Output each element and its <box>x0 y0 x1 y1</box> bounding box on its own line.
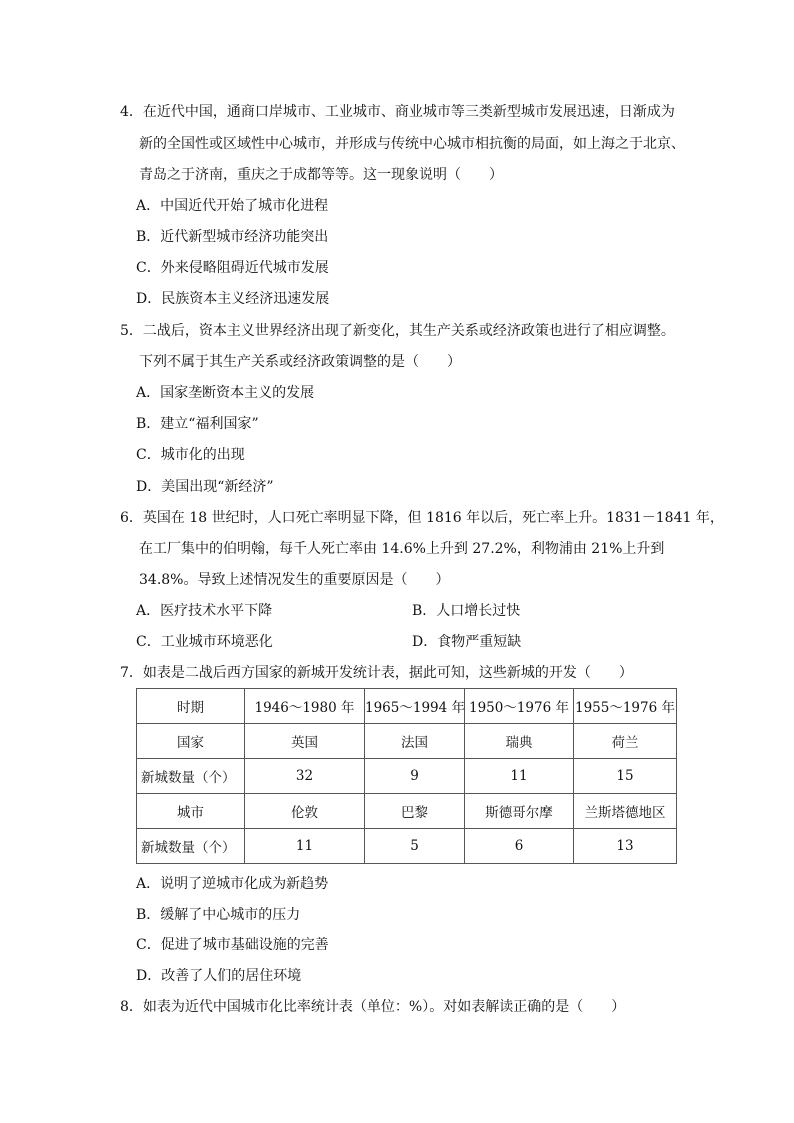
table-cell: 1950～1976 年 <box>465 689 574 724</box>
table-cell: 11 <box>465 759 574 794</box>
q6-option-d: D．食物严重短缺 <box>412 634 522 650</box>
table-cell: 5 <box>365 829 465 864</box>
q4-option-d: D．民族资本主义经济迅速发展 <box>136 291 330 307</box>
q7-option-b: B．缓解了中心城市的压力 <box>136 907 301 923</box>
table-cell: 1955～1976 年 <box>574 689 677 724</box>
table-row <box>137 689 677 724</box>
q4-stem-line1: 4．在近代中国，通商口岸城市、工业城市、商业城市等三类新型城市发展迅速，日渐成为 <box>120 104 675 120</box>
q5-stem-line1: 5．二战后，资本主义世界经济出现了新变化，其生产关系或经济政策也进行了相应调整。 <box>120 323 675 339</box>
table-cell: 1946～1980 年 <box>245 689 365 724</box>
table-cell: 城市 <box>137 794 245 829</box>
q6-stem-line1: 6．英国在 18 世纪时，人口死亡率明显下降，但 1816 年以后，死亡率上升。1831－1841 年， <box>120 510 724 526</box>
q5-option-d: D．美国出现“新经济” <box>136 479 274 495</box>
table-cell: 新城数量（个） <box>137 759 245 794</box>
table-cell: 斯德哥尔摩 <box>465 794 574 829</box>
table-cell: 英国 <box>245 724 365 759</box>
q4-option-c: C．外来侵略阻碍近代城市发展 <box>136 260 329 276</box>
table-cell: 伦敦 <box>245 794 365 829</box>
q7-option-c: C．促进了城市基础设施的完善 <box>136 937 329 953</box>
q4-stem-line3: 青岛之于济南，重庆之于成都等等。这一现象说明（ ） <box>139 167 503 183</box>
q6-option-b: B．人口增长过快 <box>412 603 521 619</box>
table-cell: 巴黎 <box>365 794 465 829</box>
table-row <box>137 794 677 829</box>
q5-option-c: C．城市化的出现 <box>136 447 245 463</box>
q6-stem-line3: 34.8%。导致上述情况发生的重要原因是（ ） <box>139 572 450 588</box>
table-row <box>137 724 677 759</box>
table-cell: 6 <box>465 829 574 864</box>
q7-option-d: D．改善了人们的居住环境 <box>136 968 302 984</box>
q4-stem-line2: 新的全国性或区域性中心城市，并形成与传统中心城市相抗衡的局面，如上海之于北京、 <box>139 136 685 152</box>
table-cell: 时期 <box>137 689 245 724</box>
q4-option-b: B．近代新型城市经济功能突出 <box>136 229 329 245</box>
q5-option-a: A．国家垄断资本主义的发展 <box>136 385 315 401</box>
table-cell: 国家 <box>137 724 245 759</box>
q7-new-town-table <box>136 688 677 864</box>
table-cell: 13 <box>574 829 677 864</box>
table-cell: 兰斯塔德地区 <box>574 794 677 829</box>
table-cell: 15 <box>574 759 677 794</box>
table-cell: 荷兰 <box>574 724 677 759</box>
q5-option-b: B．建立“福利国家” <box>136 416 259 432</box>
q4-option-a: A．中国近代开始了城市化进程 <box>136 198 329 214</box>
q7-stem-line1: 7．如表是二战后西方国家的新城开发统计表，据此可知，这些新城的开发（ ） <box>120 665 633 681</box>
table-cell: 11 <box>245 829 365 864</box>
q5-stem-line2: 下列不属于其生产关系或经济政策调整的是（ ） <box>139 354 461 370</box>
table-row <box>137 759 677 794</box>
table-row <box>137 829 677 864</box>
table-cell: 9 <box>365 759 465 794</box>
q6-option-c: C．工业城市环境恶化 <box>136 634 273 650</box>
table-cell: 1965～1994 年 <box>365 689 465 724</box>
table-cell: 法国 <box>365 724 465 759</box>
q7-option-a: A．说明了逆城市化成为新趋势 <box>136 876 329 892</box>
q6-stem-line2: 在工厂集中的伯明翰，每千人死亡率由 14.6%上升到 27.2%，利物浦由 21%上升到 <box>139 541 665 557</box>
table-cell: 新城数量（个） <box>137 829 245 864</box>
table-cell: 32 <box>245 759 365 794</box>
table-cell: 瑞典 <box>465 724 574 759</box>
q6-option-a: A．医疗技术水平下降 <box>136 603 273 619</box>
q8-stem-line1: 8．如表为近代中国城市化比率统计表（单位：%）。对如表解读正确的是（ ） <box>120 999 626 1015</box>
